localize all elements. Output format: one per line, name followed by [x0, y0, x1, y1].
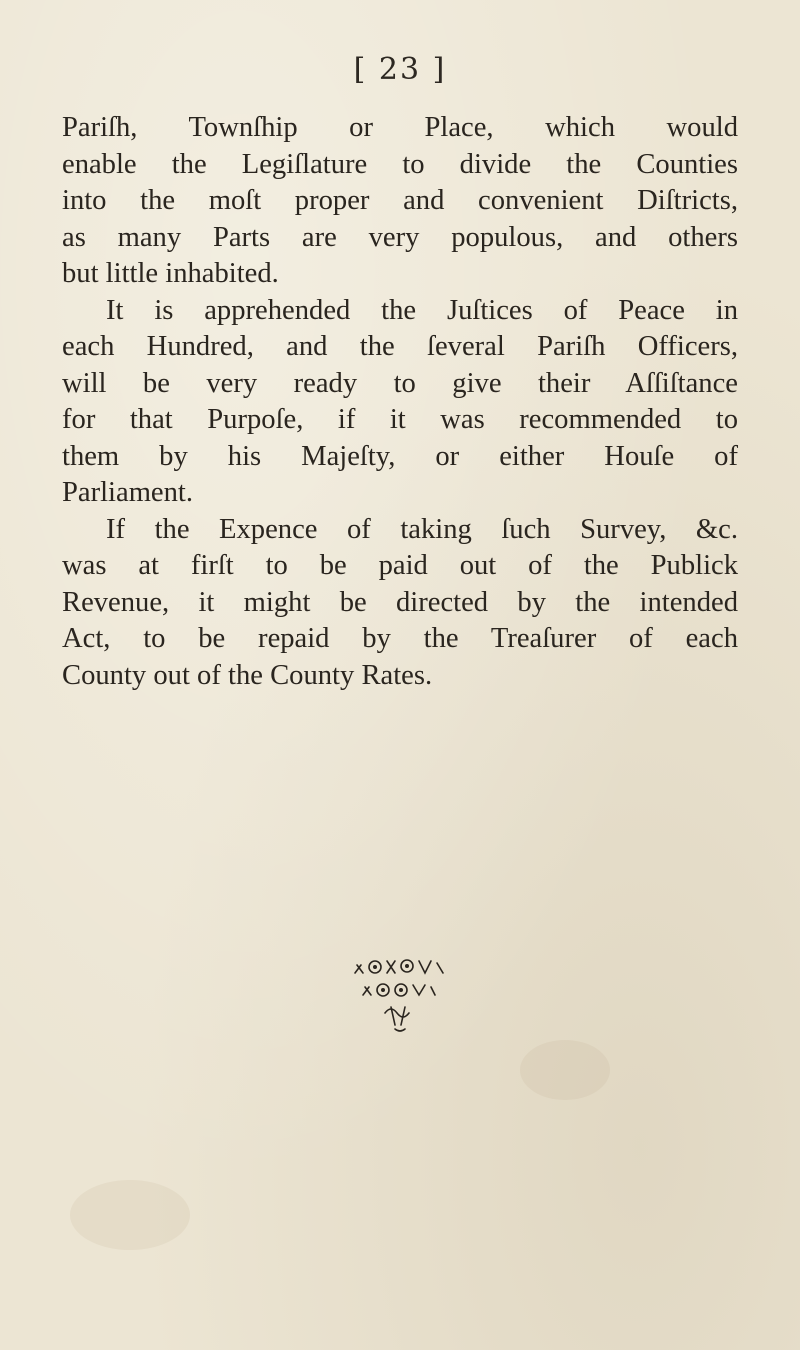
text-line: them by his Majeſty, or either Houſe of — [62, 440, 738, 472]
text-line: County out of the County Rates. — [62, 659, 433, 691]
text-line: each Hundred, and the ſeveral Pariſh Officers, — [62, 331, 738, 362]
paragraph — [62, 110, 738, 293]
paper-stain — [70, 1180, 190, 1250]
paragraph — [62, 293, 738, 512]
text-line: Pariſh, Townſhip or Place, which would — [62, 112, 738, 143]
text-line: If the Expence of taking ſuch Survey, &c. — [106, 513, 738, 545]
text-line: but little inhabited. — [62, 258, 279, 289]
printers-ornament-icon — [0, 945, 800, 1035]
text-line: into the moſt proper and convenient Diſtricts, — [62, 185, 738, 216]
text-line: enable the Legiſlature to divide the Counties — [62, 148, 738, 180]
text-line: was at firſt to be paid out of the Publick — [62, 550, 738, 581]
page-number: [ 23 ] — [353, 52, 447, 87]
text-line: Act, to be repaid by the Treaſurer of each — [62, 623, 738, 654]
text-line: Revenue, it might be directed by the intended — [62, 586, 738, 618]
paper-stain — [520, 1040, 610, 1100]
text-line: for that Purpoſe, if it was recommended to — [62, 404, 738, 435]
text-line: as many Parts are very populous, and others — [62, 221, 738, 253]
body-text — [62, 110, 738, 694]
text-line: Parliament. — [62, 477, 194, 508]
text-line: It is apprehended the Juſtices of Peace in — [106, 294, 738, 326]
ornament-graphic — [345, 945, 455, 1035]
paragraph — [62, 512, 738, 695]
text-line: will be very ready to give their Aſſiſtance — [62, 367, 738, 399]
